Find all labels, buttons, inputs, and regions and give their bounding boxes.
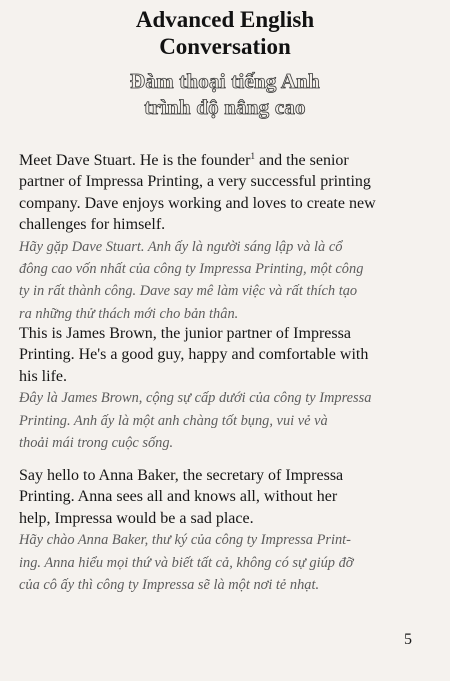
page-title-line-2: Conversation — [159, 34, 291, 59]
page-subtitle-line-2: trình độ nâng cao — [144, 95, 306, 119]
english-line: Meet Dave Stuart. He is the founder$^1$ and the senior — [19, 151, 349, 169]
english-line: Printing. Anna sees all and knows all, without her — [19, 488, 338, 506]
english-line: This is James Brown, the junior partner of Impressa — [19, 325, 351, 342]
page-number: 5 — [404, 631, 412, 648]
vietnamese-translation — [19, 236, 411, 326]
english-line: partner of Impressa Printing, a very successful printing — [19, 173, 371, 191]
vietnamese-translation — [19, 529, 411, 596]
vietnamese-line: ing. Anna hiểu mọi thứ và biết tất cả, không có sự giúp đỡ — [19, 554, 354, 571]
english-line: help, Impressa would be a sad place. — [19, 509, 254, 527]
english-line: his life. — [19, 367, 67, 385]
vietnamese-line: Printing. Anh ấy là một anh chàng tốt bụng, vui vẻ và — [19, 412, 328, 429]
vietnamese-line: Hãy chào Anna Baker, thư ký của công ty Impressa Print- — [19, 532, 351, 549]
vietnamese-line: của cô ấy thì công ty Impressa sẽ là một nơi tẻ nhạt. — [19, 576, 320, 593]
vietnamese-translation — [19, 387, 411, 454]
english-text — [19, 465, 411, 529]
vietnamese-line: ra những thử thách mới cho bản thân. — [19, 305, 239, 322]
english-line: Say hello to Anna Baker, the secretary of Impressa — [19, 467, 344, 484]
paragraph-anna-baker — [19, 465, 411, 596]
vietnamese-line: Hãy gặp Dave Stuart. Anh ấy là người sáng lập và là cổ — [19, 238, 343, 255]
paragraph-dave-stuart — [19, 150, 411, 325]
vietnamese-line: đông cao vốn nhất của công ty Impressa Printing, một công — [19, 260, 364, 277]
page-subtitle-line-1: Đàm thoại tiếng Anh — [130, 69, 320, 93]
footnote-mark: 1 — [250, 151, 255, 161]
page-title-line-1: Advanced English — [135, 7, 315, 32]
english-line: company. Dave enjoys working and loves to create new — [19, 194, 376, 212]
paragraph-james-brown — [19, 323, 411, 454]
vietnamese-line: thoải mái trong cuộc sống. — [19, 434, 174, 451]
english-text — [19, 323, 411, 387]
vietnamese-line: Đây là James Brown, cộng sự cấp dưới của công ty Impressa — [19, 390, 372, 407]
vietnamese-line: ty in rất thành công. Dave say mê làm việc và rất thích tạo — [19, 283, 358, 300]
english-line: challenges for himself. — [19, 216, 166, 234]
english-text — [19, 150, 411, 236]
english-line: Printing. He's a good guy, happy and comfortable with — [19, 346, 369, 364]
